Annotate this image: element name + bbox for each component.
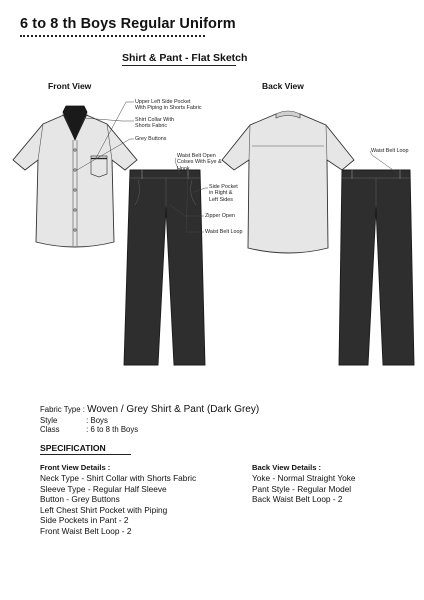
specification-underline	[40, 454, 131, 455]
class-label: Class	[40, 425, 60, 434]
callout-waist-loop: Waist Belt Loop	[205, 229, 243, 235]
callout-collar	[135, 117, 174, 130]
list-item: Neck Type - Shirt Collar with Shorts Fabric	[40, 473, 197, 483]
pant-front-icon	[124, 170, 205, 365]
callout-pocket-line-1: Upper Left Side Pocket	[135, 99, 191, 105]
front-details-heading: Front View Details :	[40, 463, 111, 472]
callout-waist-open-line-2: Colses With Eye &	[177, 159, 222, 166]
callout-waist-open-line-3: Hook	[177, 165, 190, 172]
front-details-list	[40, 473, 196, 536]
back-view-label: Back View	[262, 81, 304, 91]
callout-waist-open	[177, 153, 222, 172]
style-value: : Boys	[86, 416, 108, 425]
list-item: Yoke - Normal Straight Yoke	[252, 473, 356, 483]
callout-side-pocket	[209, 184, 238, 203]
page-title: 6 to 8 th Boys Regular Uniform	[20, 16, 236, 32]
fabric-type-label: Fabric Type :	[40, 405, 85, 414]
fabric-type-row	[40, 404, 259, 415]
callout-buttons: Grey Buttons	[135, 136, 167, 142]
page-subtitle: Shirt & Pant - Flat Sketch	[122, 52, 248, 64]
shirt-front-icon	[13, 106, 137, 247]
class-value: : 6 to 8 th Boys	[86, 425, 139, 434]
list-item: Front Waist Belt Loop - 2	[40, 525, 132, 536]
back-details-list	[252, 473, 355, 505]
callout-side-pocket-line-2: in Right &	[209, 190, 233, 197]
style-row	[40, 416, 108, 425]
callout-zipper: Zipper Open	[205, 213, 235, 219]
style-label: Style	[40, 416, 58, 425]
list-item: Pant Style - Regular Model	[252, 483, 352, 494]
front-view-label: Front View	[48, 81, 92, 91]
callout-back-waist-loop: Waist Belt Loop	[371, 148, 409, 154]
callout-side-pocket-line-1: Side Pocket	[209, 184, 238, 190]
callout-collar-line-1: Shirt Collar With	[135, 117, 174, 123]
back-details-heading: Back View Details :	[252, 463, 322, 472]
callout-pocket	[135, 99, 202, 112]
fabric-type-value: Woven / Grey Shirt & Pant (Dark Grey)	[87, 404, 260, 415]
list-item: Sleeve Type - Regular Half Sleeve	[40, 483, 167, 494]
callout-collar-line-2: Shorts Fabric	[135, 123, 168, 130]
pant-back-icon	[339, 170, 414, 365]
callout-side-pocket-line-3: Left Sides	[209, 196, 233, 203]
callout-pocket-line-2: With Piping in Shorts Fabric	[135, 105, 202, 112]
list-item: Side Pockets in Pant - 2	[40, 515, 129, 525]
specification-heading: SPECIFICATION	[40, 443, 106, 453]
class-row	[40, 425, 138, 434]
callout-waist-open-line-1: Waist Belt Open	[177, 153, 216, 159]
list-item: Back Waist Belt Loop - 2	[252, 494, 343, 504]
list-item: Left Chest Shirt Pocket with Piping	[40, 504, 168, 515]
list-item: Button - Grey Buttons	[40, 494, 120, 504]
